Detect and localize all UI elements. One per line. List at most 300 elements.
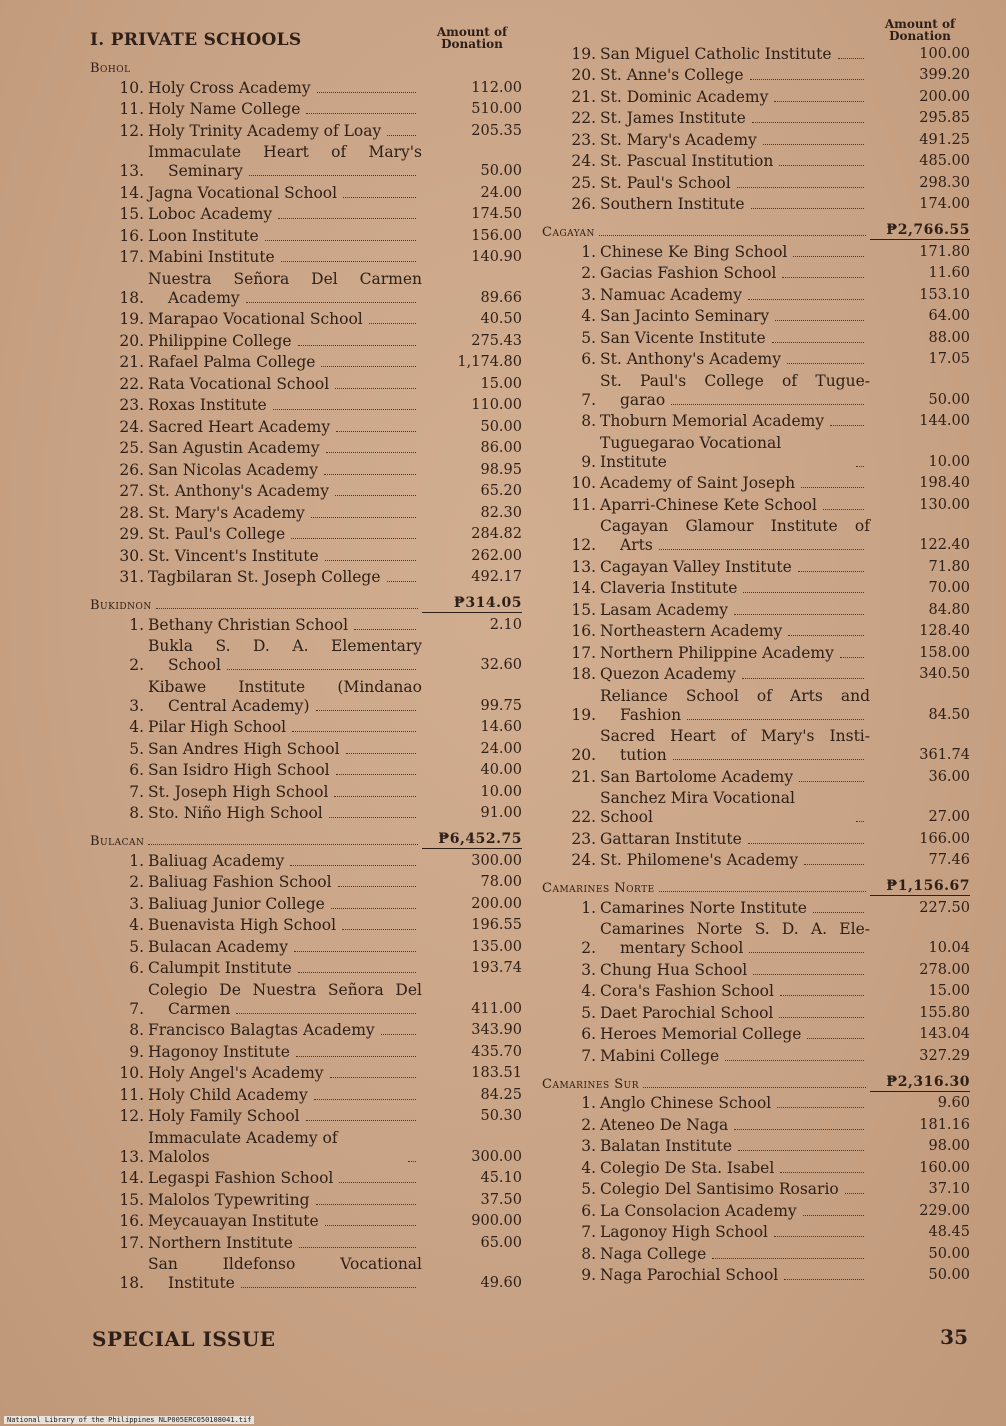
donation-amount: 9.60 (937, 1095, 970, 1111)
leader-dots (325, 560, 416, 561)
school-name: San Miguel Catholic Institute (600, 44, 832, 63)
left-column (90, 14, 522, 1293)
school-name: Namuac Academy (600, 285, 742, 304)
school-name: Kibawe Institute (Mindanao (148, 677, 422, 696)
school-name-cell (600, 1004, 870, 1023)
donation-amount: 78.00 (480, 874, 522, 890)
school-name-cell (148, 852, 422, 871)
school-name: Lasam Academy (600, 600, 729, 619)
school-row (90, 1086, 522, 1105)
school-name-cell (148, 804, 422, 823)
school-name: Loon Institute (148, 226, 259, 245)
school-row (90, 637, 522, 675)
school-row (90, 761, 522, 780)
item-number: 12. (119, 121, 144, 140)
school-name-cell (148, 1043, 422, 1062)
school-name-cell (600, 307, 870, 326)
school-name: Cora's Fashion School (600, 982, 774, 1000)
school-name: San Bartolome Academy (600, 767, 794, 786)
item-number: 2. (581, 939, 596, 957)
school-name: Mabini College (600, 1046, 720, 1065)
school-name: Tagbilaran St. Joseph College (148, 568, 381, 586)
item-number: 14. (119, 183, 144, 202)
school-name-cell (600, 899, 870, 918)
item-number: 2. (129, 873, 144, 891)
item-number: 2. (581, 264, 596, 282)
school-name: Ateneo De Naga (600, 1115, 729, 1134)
leader-dots (329, 817, 416, 818)
school-name-cell (600, 88, 870, 107)
school-name-line2: Central Academy) (168, 696, 310, 715)
school-row (90, 248, 522, 267)
item-number: 15. (571, 600, 596, 619)
leader-dots (840, 657, 864, 658)
school-row (90, 895, 522, 914)
school-row (90, 1129, 522, 1167)
donation-amount: 361.74 (919, 747, 970, 763)
donation-amount: 65.20 (480, 483, 522, 499)
school-name: Marapao Vocational School (148, 310, 363, 328)
amount-column-header: Amount of Donation (436, 25, 508, 51)
section-heading (90, 827, 522, 849)
school-name-cell (148, 895, 422, 914)
item-number: 3. (129, 894, 144, 913)
leader-dots (290, 865, 416, 866)
leader-dots (763, 144, 864, 145)
leader-dots (278, 218, 416, 219)
school-name-cell (600, 109, 870, 128)
item-number: 4. (581, 982, 596, 1000)
leader-dots (316, 1204, 417, 1205)
school-row (542, 558, 970, 577)
school-name: Chung Hua School (600, 960, 748, 979)
item-number: 17. (571, 643, 596, 662)
item-number: 9. (581, 1266, 596, 1284)
school-name-cell (600, 982, 870, 1001)
item-number: 5. (129, 937, 144, 956)
leader-dots (249, 175, 416, 176)
school-row (90, 981, 522, 1019)
item-number: 1. (581, 898, 596, 917)
school-name-cell (600, 350, 870, 369)
leader-dots (387, 581, 416, 582)
school-name-cell (148, 1169, 422, 1188)
school-name-cell (148, 1086, 422, 1105)
item-number: 4. (581, 307, 596, 325)
school-row (542, 579, 970, 598)
leader-dots (659, 549, 864, 550)
leader-dots (387, 135, 416, 136)
donation-amount: 27.00 (928, 809, 970, 825)
item-number: 2. (581, 1115, 596, 1134)
school-name: Claveria Institute (600, 579, 738, 597)
school-row (90, 504, 522, 523)
item-number: 15. (119, 205, 144, 223)
donation-amount: 491.25 (919, 131, 970, 148)
donation-amount: 300.00 (471, 1148, 522, 1165)
item-number: 10. (571, 474, 596, 492)
school-name: Roxas Institute (148, 396, 267, 414)
school-row (90, 804, 522, 823)
donation-amount: 143.04 (919, 1026, 970, 1042)
school-row (90, 184, 522, 203)
donation-amount: 298.30 (919, 174, 970, 191)
donation-amount: 122.40 (919, 537, 970, 553)
donation-amount: 193.74 (471, 960, 522, 976)
school-row (90, 718, 522, 737)
school-name: San Andres High School (148, 739, 340, 758)
school-name: Aparri-Chinese Kete School (600, 495, 817, 514)
item-number: 20. (119, 331, 144, 350)
school-name: San Isidro High School (148, 761, 330, 779)
school-name-cell (600, 517, 870, 555)
school-name-cell (148, 740, 422, 759)
school-name: Nuestra Señora Del Carmen (148, 269, 422, 288)
leader-dots (738, 1150, 864, 1151)
school-name-line2: Carmen (168, 999, 231, 1018)
item-number: 10. (119, 1064, 144, 1082)
school-name: Quezon Academy (600, 665, 736, 683)
school-row (90, 79, 522, 98)
school-name-cell (600, 1180, 870, 1199)
leader-dots (281, 261, 416, 262)
school-name-continued (148, 289, 422, 308)
school-row (90, 938, 522, 957)
school-name-cell (148, 1021, 422, 1040)
school-row (90, 783, 522, 802)
leader-dots (316, 710, 417, 711)
school-name-cell (148, 568, 422, 587)
school-row (90, 353, 522, 372)
leader-dots (335, 388, 416, 389)
school-name-line2: Fashion (620, 705, 682, 724)
school-name-cell (148, 332, 422, 351)
item-number: 6. (581, 1025, 596, 1043)
school-name-line2: garao (620, 390, 666, 409)
item-number: 4. (129, 916, 144, 934)
school-name-cell (148, 227, 422, 246)
item-number: 9. (129, 1042, 144, 1061)
school-name: Baliuag Academy (148, 851, 285, 870)
donation-amount: 2.10 (489, 616, 522, 633)
school-name: Northeastern Academy (600, 622, 783, 640)
leader-dots (804, 864, 864, 865)
school-name: Francisco Balagtas Academy (148, 1021, 375, 1039)
leader-dots (334, 796, 416, 797)
school-name-cell (600, 1266, 870, 1285)
donation-amount: 158.00 (919, 644, 970, 661)
school-row (542, 1004, 970, 1023)
school-name: Calumpit Institute (148, 959, 292, 977)
donation-amount: 343.90 (471, 1022, 522, 1038)
leader-dots (734, 1129, 864, 1130)
school-row (542, 264, 970, 283)
item-number: 6. (129, 959, 144, 977)
school-name-cell (148, 1255, 422, 1293)
leader-dots (788, 635, 864, 636)
school-name-line2: Seminary (168, 162, 243, 180)
item-number: 4. (129, 718, 144, 736)
item-number: 31. (119, 568, 144, 586)
donation-amount: 82.30 (480, 504, 522, 521)
right-column-body (542, 45, 970, 1286)
school-name-continued (148, 697, 422, 716)
school-name: Bukla S. D. A. Elementary (148, 637, 422, 655)
school-name-cell (148, 1234, 422, 1253)
donation-amount: 1,174.80 (457, 354, 522, 370)
school-name: St. Anne's College (600, 66, 744, 84)
school-name: Bethany Christian School (148, 615, 349, 634)
item-number: 6. (129, 761, 144, 779)
school-name: Cagayan Valley Institute (600, 557, 792, 576)
donation-amount: 84.80 (928, 601, 970, 618)
school-row (542, 517, 970, 555)
leader-dots (823, 509, 864, 510)
school-name: Rata Vocational School (148, 374, 330, 393)
school-name-cell (600, 286, 870, 305)
school-name: Daet Parochial School (600, 1003, 774, 1022)
school-name-cell (148, 678, 422, 716)
donation-amount: 32.60 (480, 657, 522, 673)
school-name-cell (148, 1191, 422, 1210)
leader-dots (330, 1077, 416, 1078)
item-number: 21. (119, 353, 144, 371)
leader-dots (856, 821, 864, 822)
school-name: Camarines Norte S. D. A. Ele- (600, 920, 870, 938)
leader-dots (734, 614, 864, 615)
leader-dots (306, 113, 416, 114)
school-name: St. Anthony's Academy (148, 482, 329, 500)
section-total: ₱2,316.30 (870, 1074, 970, 1092)
school-name-cell (600, 622, 870, 641)
leader-dots (336, 774, 416, 775)
leader-dots (801, 487, 864, 488)
donation-amount: 17.05 (928, 351, 970, 367)
leader-dots (779, 165, 864, 166)
item-number: 18. (119, 288, 144, 307)
donation-amount: 435.70 (471, 1043, 522, 1060)
school-name-cell (600, 152, 870, 171)
item-number: 24. (119, 417, 144, 436)
school-name: St. Mary's Academy (600, 130, 757, 149)
leader-dots (246, 302, 416, 303)
leader-dots (273, 409, 416, 410)
leader-dots (742, 678, 864, 679)
donation-amount: 183.51 (471, 1065, 522, 1081)
school-row (90, 1255, 522, 1293)
school-row (90, 418, 522, 437)
school-row (90, 525, 522, 544)
school-name: St. Anthony's Academy (600, 350, 781, 368)
school-name: San Jacinto Seminary (600, 307, 770, 325)
school-name-line2: mentary School (620, 939, 744, 957)
school-name-cell (148, 143, 422, 181)
leader-dots (321, 366, 416, 367)
school-name: Naga College (600, 1244, 707, 1263)
school-row (542, 830, 970, 849)
school-name: Rafael Palma College (148, 353, 316, 371)
donation-amount: 275.43 (471, 332, 522, 349)
section-name: Bukidnon (90, 598, 152, 613)
school-name-cell (600, 768, 870, 787)
school-name-cell (148, 205, 422, 224)
section-total: ₱6,452.75 (422, 831, 522, 849)
school-name-cell (148, 184, 422, 203)
leader-dots (753, 974, 864, 975)
donation-amount: 144.00 (919, 413, 970, 429)
school-row (90, 310, 522, 329)
leader-dots (743, 592, 864, 593)
leader-dots (799, 781, 864, 782)
school-name-cell (600, 727, 870, 765)
school-name: Mabini Institute (148, 248, 275, 266)
school-row (542, 920, 970, 958)
school-name: Immaculate Academy of Malolos (148, 1128, 338, 1166)
school-name: Chinese Ke Bing School (600, 242, 788, 261)
school-name-cell (600, 1116, 870, 1135)
school-row (90, 1191, 522, 1210)
leader-dots (241, 1287, 416, 1288)
school-row (90, 396, 522, 415)
section-total: ₱1,156.67 (870, 878, 970, 896)
donation-amount: 399.20 (919, 67, 970, 83)
donation-amount: 88.00 (928, 329, 970, 346)
leader-dots (292, 731, 416, 732)
school-row (542, 243, 970, 262)
leader-dots (750, 79, 864, 80)
school-row (542, 45, 970, 64)
section-name: Cagayan (542, 225, 595, 240)
donation-amount: 227.50 (919, 899, 970, 916)
school-name: St. Paul's College of Tugue- (600, 371, 870, 390)
school-row (542, 66, 970, 85)
school-name: Anglo Chinese School (600, 1094, 772, 1112)
school-name-cell (148, 637, 422, 675)
school-name-continued (600, 391, 870, 410)
leader-dots (643, 1087, 866, 1088)
school-row (542, 1116, 970, 1135)
donation-amount: 50.30 (480, 1108, 522, 1124)
school-row (90, 482, 522, 501)
donation-amount: 50.00 (480, 418, 522, 435)
item-number: 5. (581, 1003, 596, 1022)
item-number: 30. (119, 546, 144, 565)
school-name-cell (148, 1107, 422, 1126)
leader-dots (343, 197, 416, 198)
school-row (542, 727, 970, 765)
leader-dots (324, 474, 416, 475)
page-title: I. PRIVATE SCHOOLS (90, 30, 302, 50)
donation-amount: 205.35 (471, 122, 522, 139)
item-number: 1. (581, 242, 596, 261)
page-number: 35 (940, 1325, 968, 1349)
school-row (542, 131, 970, 150)
item-number: 13. (571, 557, 596, 576)
item-number: 22. (119, 374, 144, 393)
school-name-cell (148, 1064, 422, 1083)
school-row (90, 1021, 522, 1040)
donation-amount: 327.29 (919, 1047, 970, 1064)
donation-amount: 70.00 (928, 580, 970, 596)
item-number: 26. (571, 195, 596, 213)
donation-amount: 84.50 (928, 706, 970, 723)
leader-dots (599, 235, 866, 236)
school-row (542, 899, 970, 918)
item-number: 2. (129, 656, 144, 674)
school-name-cell (600, 961, 870, 980)
school-name-continued (148, 1000, 422, 1019)
leader-dots (784, 1279, 864, 1280)
item-number: 8. (129, 804, 144, 822)
leader-dots (671, 404, 864, 405)
item-number: 23. (119, 396, 144, 414)
leader-dots (856, 466, 864, 467)
school-name-cell (148, 353, 422, 372)
donation-amount: 50.00 (928, 1245, 970, 1262)
school-name-cell (600, 558, 870, 577)
item-number: 11. (119, 100, 144, 118)
school-name-cell (148, 79, 422, 98)
school-row (542, 1223, 970, 1242)
school-row (90, 332, 522, 351)
right-column (542, 14, 970, 1285)
donation-amount: 156.00 (471, 227, 522, 244)
school-row (542, 329, 970, 348)
item-number: 7. (129, 782, 144, 801)
school-name-line2: Academy (168, 288, 240, 307)
school-row (90, 616, 522, 635)
school-name: Loboc Academy (148, 205, 273, 223)
school-name-cell (148, 959, 422, 978)
school-row (542, 174, 970, 193)
school-name: San Agustin Academy (148, 439, 320, 457)
item-number: 12. (571, 536, 596, 554)
school-name-cell (600, 329, 870, 348)
donation-amount: 174.50 (471, 206, 522, 222)
donation-amount: 10.04 (928, 940, 970, 956)
item-number: 5. (581, 328, 596, 347)
donation-amount: 153.10 (919, 286, 970, 303)
leader-dots (725, 1060, 864, 1061)
school-row (542, 412, 970, 431)
leader-dots (777, 1107, 864, 1108)
school-name: Sanchez Mira Vocational School (600, 789, 795, 826)
school-name-cell (600, 1223, 870, 1242)
school-row (90, 143, 522, 181)
school-name: St. Joseph High School (148, 782, 329, 801)
school-name: Holy Trinity Academy of Loay (148, 121, 382, 140)
item-number: 13. (119, 1147, 144, 1166)
donation-amount: 71.80 (928, 558, 970, 575)
school-row (90, 461, 522, 480)
school-name: St. Paul's School (600, 173, 731, 192)
donation-amount: 160.00 (919, 1159, 970, 1176)
donation-amount: 340.50 (919, 666, 970, 682)
item-number: 7. (581, 1046, 596, 1065)
leader-dots (306, 1120, 416, 1121)
item-number: 1. (581, 1094, 596, 1112)
leader-dots (156, 608, 418, 609)
school-row (90, 1064, 522, 1083)
school-name-line2: Arts (620, 536, 653, 554)
leader-dots (335, 495, 416, 496)
donation-amount: 40.50 (480, 311, 522, 327)
leader-dots (793, 256, 864, 257)
school-name-cell (600, 434, 870, 472)
item-number: 25. (119, 439, 144, 457)
leader-dots (838, 58, 864, 59)
leader-dots (298, 972, 416, 973)
